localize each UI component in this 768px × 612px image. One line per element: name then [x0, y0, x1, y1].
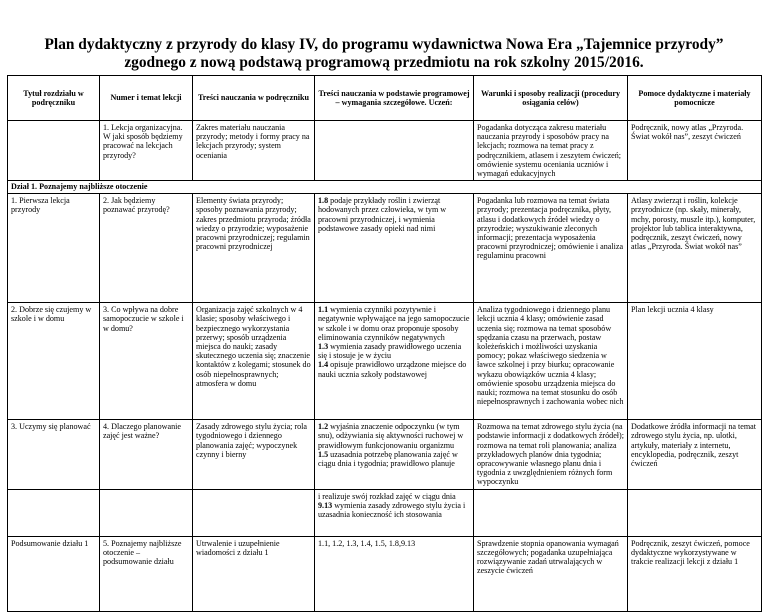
content-cell: Zasady zdrowego stylu życia; rola tygodniowego i dziennego planowania zajęć; wypoczynek czynny i bierny: [193, 420, 315, 489]
table-row: [8, 536, 762, 611]
core-cell: [315, 194, 474, 303]
aids-cell: Dodatkowe źródła informacji na temat zdrowego stylu życia, np. ulotki, artykuły, materiały z internetu, encyklopedia, podręcznik, zeszyt ćwiczeń: [628, 420, 762, 489]
methods-cell: Analiza tygodniowego i dziennego planu lekcji ucznia 4 klasy; omówienie zasad uczenia się; rozmowa na temat sposobów spędzania czasu na przerwach, postaw koleżeńskich i możliwości uzyskania pomocy; pokaz właściwego siedzenia w ławce szkolnej i przy biurku; opracowanie wykazu obowiązków ucznia 4 klasy; omówienie sposobu urządzenia miejsca do nauki; rozmowa na temat stosunku do osób niepełnosprawnych i zachowania wobec nich: [474, 303, 628, 420]
requirement-code: 1.5: [318, 449, 329, 459]
requirement-code: 1.4: [318, 360, 329, 370]
requirement-text: uzasadnia potrzebę planowania zajęć w ciągu dnia i tygodnia; prawidłowo planuje: [318, 449, 458, 469]
chapter-cell: 2. Dobrze się czujemy w szkole i w domu: [8, 303, 100, 420]
methods-cell: Pogadanka lub rozmowa na temat świata przyrody; prezentacja podręcznika, płyty, atlasu i dodatkowych źródeł wiedzy o przyrodzie; wyszukiwanie zleconych informacji; prezentacja wyposażenia pracowni przyrodniczej; omówienie i analiza regulaminu pracowni: [474, 194, 628, 303]
aids-cell: Podręcznik, zeszyt ćwiczeń, pomoce dydaktyczne wykorzystywane w trakcie realizacji lekcji z działu 1: [628, 536, 762, 611]
table-row: [8, 489, 762, 536]
content-cell: Zakres materiału nauczania przyrody; metody i formy pracy na lekcjach przyrody; system oceniania: [193, 121, 315, 181]
requirement-code: 9.13: [318, 500, 333, 510]
chapter-cell: [8, 121, 100, 181]
requirement-text: wymienia czynniki pozytywnie i negatywnie wpływające na jego samopoczucie w szkole i w domu oraz proponuje sposoby eliminowania czynników negatywnych: [318, 305, 470, 342]
document-title-line1: Plan dydaktyczny z przyrody do klasy IV, do programu wydawnictwa Nowa Era „Tajemnice przyrody”: [44, 36, 724, 53]
content-cell: Utrwalenie i uzupełnienie wiadomości z działu 1: [193, 536, 315, 611]
section-title: Dział 1. Poznajemy najbliższe otoczenie: [8, 181, 762, 194]
methods-cell: Rozmowa na temat zdrowego stylu życia (na podstawie informacji z dodatkowych źródeł); rozmowa na temat roli planowania; analiza przykładowych planów dnia tygodnia; opracowywanie własnego planu dnia i tygodnia z uwzględnieniem różnych form wypoczynku: [474, 420, 628, 489]
table-row: [8, 303, 762, 420]
requirement-text: wymienia zasady zdrowego stylu życia i uzasadnia konieczność ich stosowania: [318, 500, 466, 520]
methods-cell: Pogadanka dotycząca zakresu materiału nauczania przyrody i sposobów pracy na lekcjach; rozmowa na temat pracy z podręcznikiem, atlasem i zeszytem ćwiczeń; omówienie systemu oceniania uczniów i wymagań edukacyjnych: [474, 121, 628, 181]
lesson-cell: 1. Lekcja organizacyjna. W jaki sposób będziemy pracować na lekcjach przyrody?: [100, 121, 193, 181]
requirement-continuation: i realizuje swój rozkład zajęć w ciągu dnia: [318, 491, 456, 501]
header-lesson: Numer i temat lekcji: [100, 76, 193, 121]
aids-cell: Plan lekcji ucznia 4 klasy: [628, 303, 762, 420]
header-content: Treści nauczania w podręczniku: [193, 76, 315, 121]
core-cell: 1.1, 1.2, 1.3, 1.4, 1.5, 1.8,9.13: [315, 536, 474, 611]
header-chapter: Tytuł rozdziału w podręczniku: [8, 76, 100, 121]
content-cell: Organizacja zajęć szkolnych w 4 klasie; sposoby właściwego i bezpiecznego wykorzystania przerwy; sposób urządzenia miejsca do nauki; zasady skutecznego uczenia się; znaczenie kontaktów z kolegami; stosunek do osób niepełnosprawnych; atmosfera w domu: [193, 303, 315, 420]
lesson-cell: 4. Dlaczego planowanie zajęć jest ważne?: [100, 420, 193, 489]
section-row: [8, 181, 762, 194]
requirement-code: 1.3: [318, 342, 329, 352]
core-cell: [315, 303, 474, 420]
chapter-cell: Podsumowanie działu 1: [8, 536, 100, 611]
header-methods: Warunki i sposoby realizacji (procedury osiągania celów): [474, 76, 628, 121]
table-row: [8, 420, 762, 489]
chapter-cell: [8, 489, 100, 536]
content-cell: [193, 489, 315, 536]
requirement-code: 1.8: [318, 196, 329, 206]
requirement-code: 1.1: [318, 305, 329, 315]
core-cell: [315, 121, 474, 181]
table-header-row: [8, 76, 762, 121]
document-title-line2: zgodnego z nową podstawą programową przedmiotu na rok szkolny 2015/2016.: [124, 54, 644, 71]
requirement-text: podaje przykłady roślin i zwierząt hodowanych przez człowieka, w tym w pracowni przyrodniczej, i wymienia podstawowe zasady opieki nad nimi: [318, 196, 447, 233]
table-row: [8, 121, 762, 181]
requirement-text: wyjaśnia znaczenie odpoczynku (w tym snu), odżywiania się aktywności ruchowej w prawidłowym funkcjonowaniu organizmu: [318, 422, 464, 450]
content-cell: Elementy świata przyrody; sposoby poznawania przyrody; zakres przedmiotu przyroda; źródła wiedzy o przyrodzie; wyposażenie pracowni przyrodniczej; regulamin pracowni przyrodniczej: [193, 194, 315, 303]
core-cell: [315, 420, 474, 489]
aids-cell: Atlasy zwierząt i roślin, kolekcje przyrodnicze (np. skały, minerały, mchy, porosty, muszle itp.), komputer, projektor lub tablica interaktywna, podręcznik, zeszyt ćwiczeń, nowy atlas „Przyroda. Świat wokół nas”: [628, 194, 762, 303]
lesson-cell: 5. Poznajemy najbliższe otoczenie – podsumowanie działu: [100, 536, 193, 611]
lesson-cell: 2. Jak będziemy poznawać przyrodę?: [100, 194, 193, 303]
aids-cell: [628, 489, 762, 536]
aids-cell: Podręcznik, nowy atlas „Przyroda. Świat wokół nas”, zeszyt ćwiczeń: [628, 121, 762, 181]
lesson-cell: [100, 489, 193, 536]
methods-cell: [474, 489, 628, 536]
header-aids: Pomoce dydaktyczne i materiały pomocnicze: [628, 76, 762, 121]
chapter-cell: 3. Uczymy się planować: [8, 420, 100, 489]
header-core-curriculum: Treści nauczania w podstawie programowej – wymagania szczegółowe. Uczeń:: [315, 76, 474, 121]
table-row: [8, 194, 762, 303]
core-cell: [315, 489, 474, 536]
lesson-plan-table: [7, 75, 762, 612]
requirement-text: wymienia zasady prawidłowego uczenia się i stosuje je w życiu: [318, 342, 462, 361]
requirement-code: 1.2: [318, 422, 329, 432]
chapter-cell: 1. Pierwsza lekcja przyrody: [8, 194, 100, 303]
methods-cell: Sprawdzenie stopnia opanowania wymagań szczegółowych; pogadanka uzupełniająca rozwiązywanie zadań utrwalających w zeszycie ćwiczeń: [474, 536, 628, 611]
lesson-cell: 3. Co wpływa na dobre samopoczucie w szkole i w domu?: [100, 303, 193, 420]
requirement-text: opisuje prawidłowo urządzone miejsce do nauki ucznia szkoły podstawowej: [318, 360, 467, 379]
